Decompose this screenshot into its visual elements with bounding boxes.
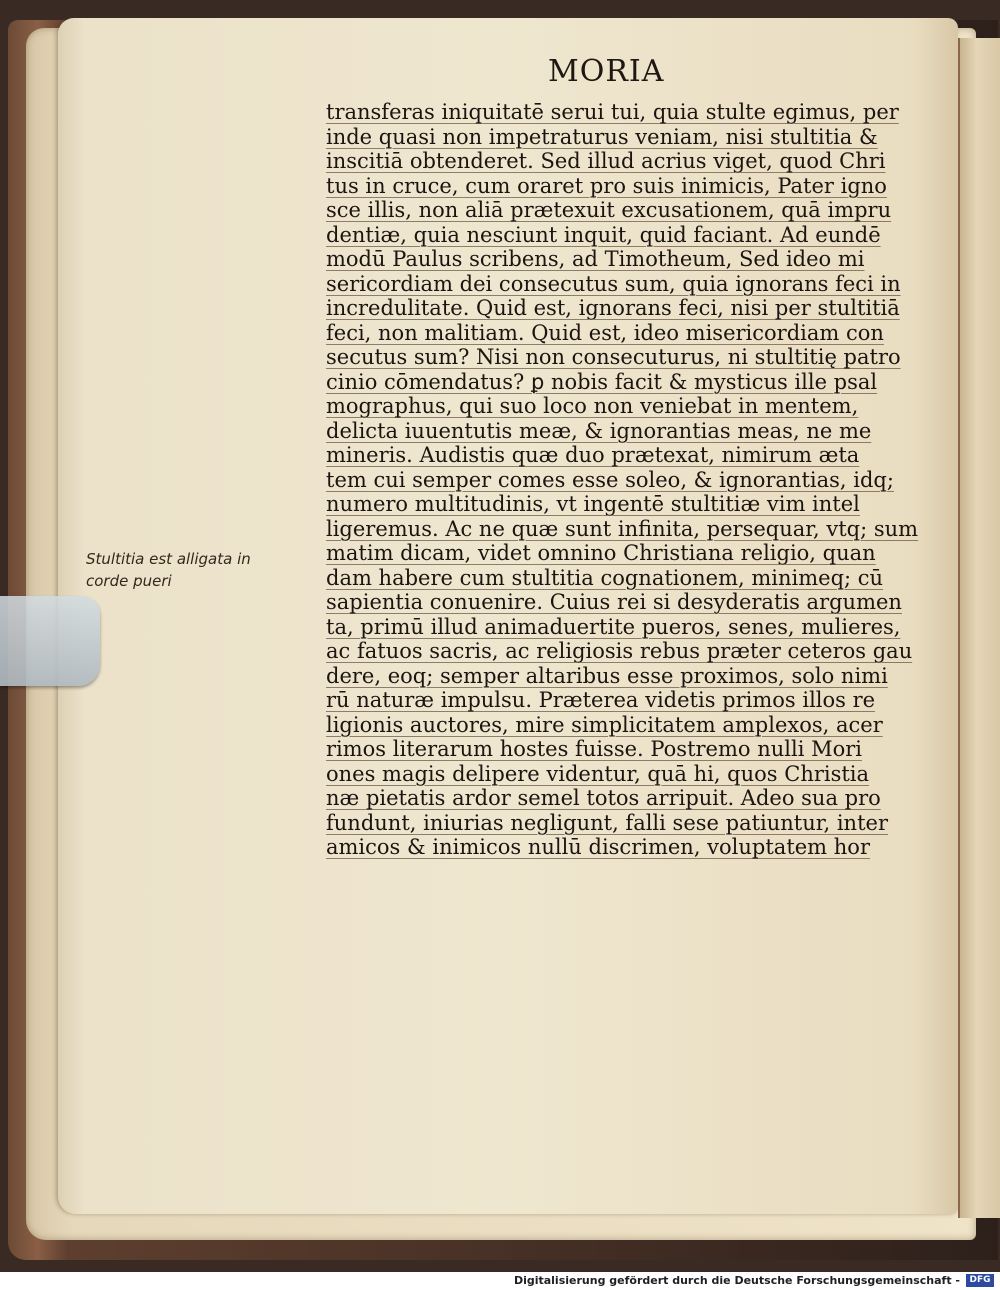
text-line: dentiæ, quia nesciunt inquit, quid faciant. Ad eundē	[326, 222, 881, 247]
left-margin-annotation: Stultitia est alligata in corde pueri	[86, 550, 251, 590]
text-line: rū naturæ impulsu. Præterea videtis primos illos re	[326, 688, 876, 712]
footer-credit: Digitalisierung gefördert durch die Deutsche Forschungsgemeinschaft -	[513, 1274, 960, 1287]
text-line: dere, eoq; semper altaribus esse proximos, solo nimi	[326, 663, 888, 688]
text-line: tus in cruce, cum oraret pro suis inimicis, Pater igno	[326, 173, 887, 198]
text-line: amicos & inimicos nullū discrimen, voluptatem hor	[326, 835, 870, 859]
text-line: ta, primū illud animaduertite pueros, senes, mulieres,	[326, 614, 901, 639]
text-line: transferas iniquitatē serui tui, quia stulte egimus, per	[326, 100, 899, 124]
text-line: modū Paulus scribens, ad Timotheum, Sed ideo mi	[326, 247, 865, 271]
text-line: cinio cōmendatus? ꝑ nobis facit & mysticus ille psal	[326, 369, 878, 394]
text-line: ligeremus. Ac ne quæ sunt infinita, persequar, vtq; sum	[326, 516, 919, 541]
facing-page-edge	[958, 38, 1000, 1218]
dfg-logo: DFG	[966, 1274, 994, 1287]
text-line: fundunt, iniurias negligunt, falli sese patiuntur, inter	[326, 810, 888, 835]
text-line: rimos literarum hostes fuisse. Postremo nulli Mori	[326, 737, 862, 761]
text-line: tem cui semper comes esse soleo, & ignorantias, idq;	[326, 467, 894, 492]
text-line: ac fatuos sacris, ac religiosis rebus præter ceteros gau	[326, 639, 913, 663]
text-line: feci, non malitiam. Quid est, ideo misericordiam con	[326, 320, 884, 345]
text-line: mineris. Audistis quæ duo prætexat, nimirum æta	[326, 443, 860, 467]
text-line: sapientia conuenire. Cuius rei si desyderatis argumen	[326, 590, 902, 614]
text-line: incredulitate. Quid est, ignorans feci, nisi per stultitiā	[326, 296, 900, 320]
text-line: secutus sum? Nisi non consecuturus, ni stultitię patro	[326, 345, 901, 369]
text-line: ones magis delipere videntur, quā hi, quos Christia	[326, 761, 870, 786]
text-line: dam habere cum stultitia cognationem, minimeq; cū	[326, 565, 884, 590]
text-line: delicta iuuentutis meæ, & ignorantias meas, ne me	[326, 418, 872, 443]
printed-text-block	[326, 100, 919, 860]
text-line: numero multitudinis, vt ingentē stultitiæ vim intel	[326, 492, 860, 516]
page-clip	[0, 596, 100, 686]
text-line: ligionis auctores, mire simplicitatem amplexos, acer	[326, 712, 883, 737]
text-line: sericordiam dei consecutus sum, quia ignorans feci in	[326, 271, 901, 296]
digitization-footer	[0, 1272, 1000, 1290]
text-line: inde quasi non impetraturus veniam, nisi stultitia &	[326, 124, 878, 149]
text-line: sce illis, non aliā prætexuit excusationem, quā impru	[326, 198, 892, 222]
text-line: matim dicam, videt omnino Christiana religio, quan	[326, 541, 876, 565]
text-line: næ pietatis ardor semel totos arripuit. Adeo sua pro	[326, 786, 881, 810]
running-head: MORIA	[548, 54, 665, 89]
text-line: mographus, qui suo loco non veniebat in mentem,	[326, 394, 859, 418]
text-line: inscitiā obtenderet. Sed illud acrius viget, quod Chri	[326, 149, 886, 173]
